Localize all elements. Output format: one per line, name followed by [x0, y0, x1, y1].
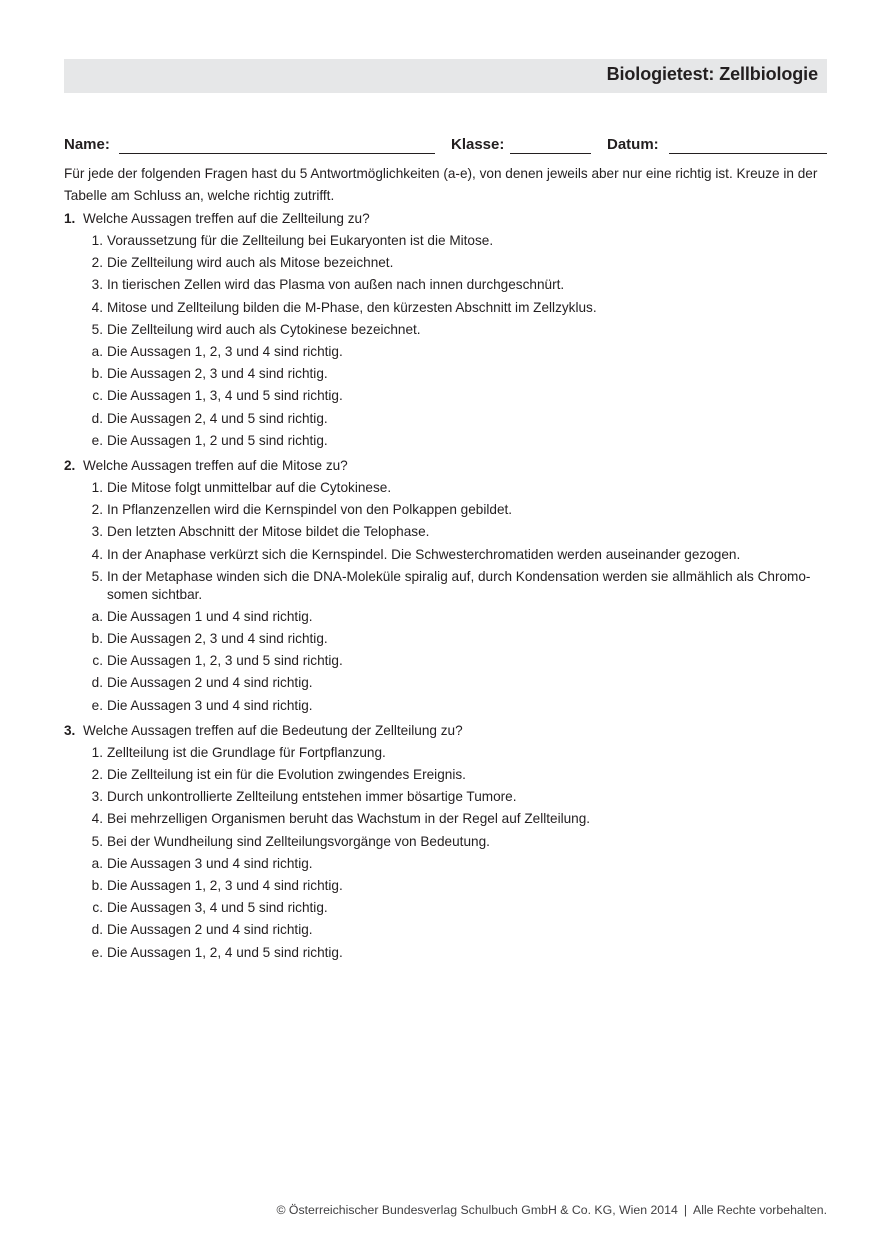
question-number: 3. — [64, 722, 76, 738]
option-letter: d. — [91, 675, 103, 691]
statement-text: Voraussetzung für die Zellteilung bei Eukaryonten ist die Mitose. — [107, 233, 494, 248]
answer-option-b — [64, 628, 827, 650]
name-field[interactable] — [119, 153, 435, 154]
option-letter: a. — [91, 608, 103, 624]
datum-field[interactable] — [669, 153, 827, 154]
statement-text: In tierischen Zellen wird das Plasma von außen nach innen durchgeschnürt. — [107, 277, 565, 293]
question-list — [64, 208, 827, 967]
option-text: Die Aussagen 2 und 4 sind richtig. — [107, 922, 313, 938]
statement-text: In der Metaphase winden sich die DNA-Moleküle spiralig auf, durch Kondensation werden sie allmählich als Chromo- — [107, 568, 811, 584]
answer-option-b — [64, 363, 827, 385]
option-text: Die Aussagen 2 und 4 sind richtig. — [107, 675, 313, 691]
statement-text: In Pflanzenzellen wird die Kernspindel von den Polkappen gebildet. — [107, 502, 513, 518]
statement-text: Mitose und Zellteilung bilden die M-Phase, den kürzesten Abschnitt im Zellzyklus. — [107, 299, 597, 315]
name-label: Name: — [64, 136, 110, 153]
klasse-field[interactable] — [510, 153, 591, 154]
statement-text: Die Zellteilung wird auch als Mitose bezeichnet. — [107, 255, 394, 271]
answer-option-b — [64, 875, 827, 897]
answer-option-d — [64, 919, 827, 941]
question-1-heading — [64, 208, 827, 230]
option-text: Die Aussagen 1, 2, 3 und 4 sind richtig. — [107, 344, 343, 360]
statement-number: 2. — [91, 502, 103, 518]
statement-item — [64, 786, 827, 808]
statement-text: Den letzten Abschnitt der Mitose bildet die Telophase. — [107, 524, 430, 540]
answer-option-a — [64, 606, 827, 628]
answer-option-c — [64, 650, 827, 672]
question-number: 1. — [64, 211, 76, 226]
statement-text: Zellteilung ist die Grundlage für Fortpflanzung. — [107, 744, 386, 760]
statement-number: 5. — [91, 568, 103, 584]
option-text: Die Aussagen 3 und 4 sind richtig. — [107, 697, 313, 713]
statement-text: Die Zellteilung ist ein für die Evolution zwingendes Ereignis. — [107, 767, 466, 783]
answer-option-e — [64, 942, 827, 964]
copyright-notice: © Österreichischer Bundesverlag Schulbuch GmbH & Co. KG, Wien 2014 — [276, 1203, 678, 1217]
statement-item — [64, 477, 827, 499]
klasse-label: Klasse: — [451, 136, 505, 153]
option-letter: a. — [91, 344, 103, 360]
option-text: Die Aussagen 2, 4 und 5 sind richtig. — [107, 410, 328, 426]
statement-number: 1. — [91, 744, 103, 760]
datum-label: Datum: — [607, 136, 659, 153]
statement-number: 1. — [91, 480, 103, 496]
statement-text: Die Mitose folgt unmittelbar auf die Cytokinese. — [107, 480, 392, 496]
statement-text: Die Zellteilung wird auch als Cytokinese bezeichnet. — [107, 321, 421, 337]
statement-text: Durch unkontrollierte Zellteilung entstehen immer bösartige Tumore. — [107, 789, 517, 805]
footer-separator: | — [683, 1203, 688, 1217]
statement-number: 4. — [91, 811, 103, 827]
question-number: 2. — [64, 458, 76, 474]
statement-item — [64, 230, 827, 252]
statement-item — [64, 297, 827, 319]
option-text: Die Aussagen 1, 3, 4 und 5 sind richtig. — [107, 388, 343, 404]
question-text: Welche Aussagen treffen auf die Bedeutung der Zellteilung zu? — [83, 722, 463, 738]
option-letter: a. — [91, 855, 103, 871]
option-letter: e. — [91, 944, 103, 960]
option-letter: e. — [91, 697, 103, 713]
statement-text-continuation: somen sichtbar. — [107, 586, 203, 602]
question-text: Welche Aussagen treffen auf die Mitose zu? — [83, 458, 348, 474]
statement-item — [64, 764, 827, 786]
answer-option-e — [64, 695, 827, 717]
statement-item — [64, 742, 827, 764]
answer-option-c — [64, 385, 827, 407]
option-text: Die Aussagen 3, 4 und 5 sind richtig. — [107, 900, 328, 916]
statement-text: Bei der Wundheilung sind Zellteilungsvorgänge von Bedeutung. — [107, 833, 490, 849]
option-letter: e. — [91, 432, 103, 448]
question-text: Welche Aussagen treffen auf die Zellteilung zu? — [83, 211, 370, 226]
answer-option-d — [64, 672, 827, 694]
statement-number: 5. — [91, 833, 103, 849]
page-title: Biologietest: Zellbiologie — [606, 64, 818, 84]
statement-number: 2. — [91, 255, 103, 271]
question-2-heading — [64, 455, 827, 477]
statement-item — [64, 566, 827, 606]
answer-option-d — [64, 408, 827, 430]
option-letter: b. — [91, 631, 103, 647]
option-letter: d. — [91, 410, 103, 426]
statement-item — [64, 521, 827, 543]
question-3-heading — [64, 720, 827, 742]
statement-number: 3. — [91, 789, 103, 805]
statement-item — [64, 831, 827, 853]
instructions: Für jede der folgenden Fragen hast du 5 Antwortmöglichkeiten (a-e), von denen jeweils aber nur eine richtig ist. Kreuze in der Tabelle am Schluss an, welche richtig zutrifft. — [64, 166, 818, 203]
statement-number: 3. — [91, 277, 103, 293]
option-letter: b. — [91, 878, 103, 894]
option-text: Die Aussagen 1 und 4 sind richtig. — [107, 608, 313, 624]
option-text: Die Aussagen 2, 3 und 4 sind richtig. — [107, 631, 328, 647]
statement-text: In der Anaphase verkürzt sich die Kernspindel. Die Schwesterchromatiden werden auseinander gezogen. — [107, 546, 741, 562]
statement-text: Bei mehrzelligen Organismen beruht das Wachstum in der Regel auf Zellteilung. — [107, 811, 591, 827]
statement-item — [64, 808, 827, 830]
answer-option-a — [64, 341, 827, 363]
answer-option-c — [64, 897, 827, 919]
statement-item — [64, 252, 827, 274]
option-text: Die Aussagen 1, 2, 3 und 5 sind richtig. — [107, 653, 343, 669]
option-text: Die Aussagen 1, 2, 4 und 5 sind richtig. — [107, 944, 343, 960]
statement-item — [64, 274, 827, 296]
rights-notice: Alle Rechte vorbehalten. — [693, 1203, 827, 1217]
statement-item — [64, 544, 827, 566]
question-2 — [64, 455, 827, 717]
option-text: Die Aussagen 3 und 4 sind richtig. — [107, 855, 313, 871]
option-letter: c. — [92, 900, 103, 916]
statement-item — [64, 319, 827, 341]
statement-number: 4. — [91, 546, 103, 562]
footer — [276, 1203, 827, 1217]
statement-number: 4. — [91, 299, 103, 315]
title-bar — [64, 59, 827, 93]
student-fields — [64, 136, 827, 156]
statement-number: 2. — [91, 767, 103, 783]
statement-number: 3. — [91, 524, 103, 540]
answer-option-e — [64, 430, 827, 452]
answer-option-a — [64, 853, 827, 875]
option-text: Die Aussagen 1, 2 und 5 sind richtig. — [107, 432, 328, 448]
statement-item — [64, 499, 827, 521]
option-letter: c. — [92, 388, 103, 404]
option-letter: b. — [91, 366, 103, 382]
option-text: Die Aussagen 2, 3 und 4 sind richtig. — [107, 366, 328, 382]
statement-number: 5. — [91, 321, 103, 337]
question-1 — [64, 208, 827, 452]
option-letter: c. — [92, 653, 103, 669]
statement-number: 1. — [91, 233, 103, 248]
question-3 — [64, 720, 827, 964]
option-text: Die Aussagen 1, 2, 3 und 4 sind richtig. — [107, 878, 343, 894]
option-letter: d. — [91, 922, 103, 938]
